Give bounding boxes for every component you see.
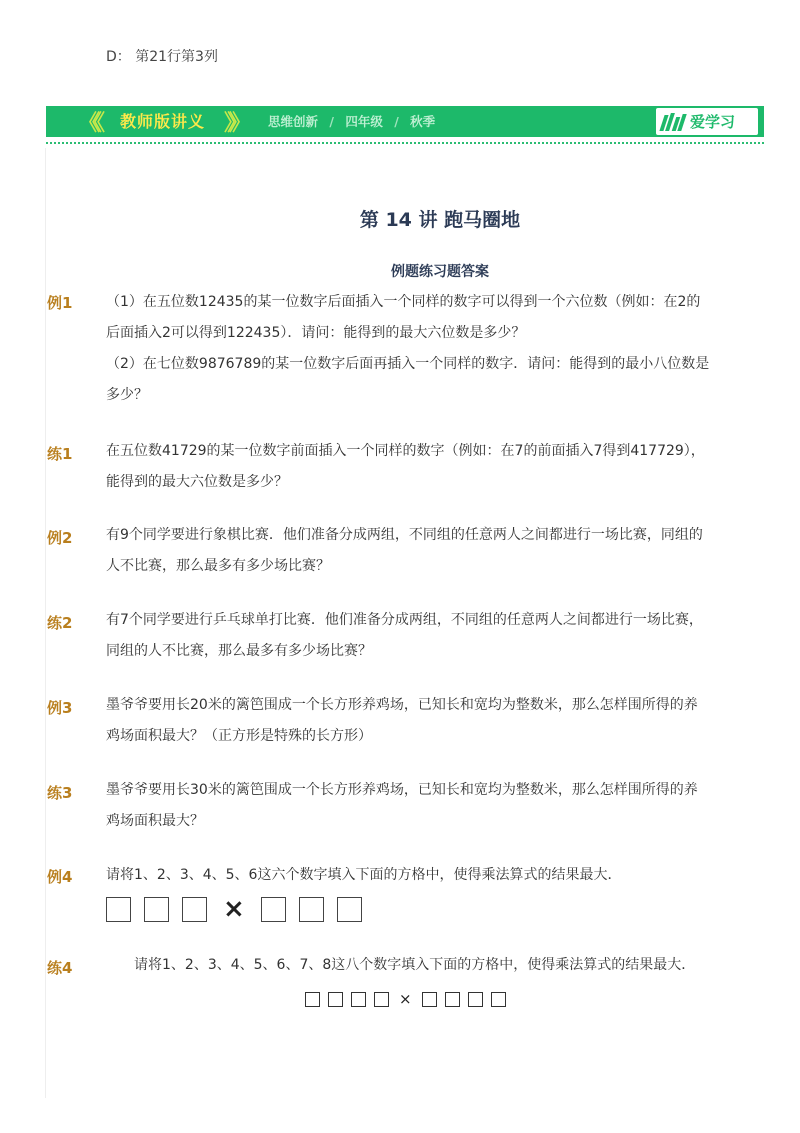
question-line: 鸡场面积最大？（正方形是特殊的长方形） [106,728,372,744]
chevron-left-icon: 《《 [78,111,100,136]
question-line: 在五位数41729的某一位数字前面插入一个同样的数字（例如：在7的前面插入7得到417729）， [106,443,705,459]
question-text [106,287,720,411]
brand-logo [656,108,758,135]
question-tag: 练3 [47,784,73,802]
teacher-edition-label: 教师版讲义 [120,112,206,131]
multiply-sign: × [223,894,245,924]
answer-box[interactable] [445,992,460,1007]
chevron-right-icon: 》》 [224,111,246,136]
answer-box[interactable] [261,897,286,922]
question-line: 请将1、2、3、4、5、6、7、8这八个数字填入下面的方格中，使得乘法算式的结果最大． [134,957,696,973]
question-line: （2）在七位数9876789的某一位数字后面再插入一个同样的数字．请问：能得到的最小八位数是 [106,356,710,372]
banner-separator: / [394,114,399,129]
answer-box[interactable] [351,992,366,1007]
brand-name: 爱学习 [690,113,736,131]
question-line: 多少？ [106,387,148,403]
lesson-title: 第 14 讲 跑马圈地 [359,209,521,231]
multiplication-boxes-3x3 [106,896,375,922]
question-tag: 练1 [47,445,73,463]
banner-separator: / [329,114,334,129]
banner-subject: 思维创新 [268,114,319,129]
answer-box[interactable] [328,992,343,1007]
answer-box[interactable] [468,992,483,1007]
banner-season: 秋季 [410,114,436,129]
question-text [106,605,720,667]
banner-meta [268,106,435,137]
question-line: 请将1、2、3、4、5、6这六个数字填入下面的方格中，使得乘法算式的结果最大． [106,867,622,883]
question-tag: 练2 [47,614,73,632]
answer-box[interactable] [491,992,506,1007]
question-line: 人不比赛，那么最多有多少场比赛？ [106,558,330,574]
question-text [134,950,734,981]
answer-box[interactable] [305,992,320,1007]
question-line: （1）在五位数12435的某一位数字后面插入一个同样的数字可以得到一个六位数（例如：在2的 [106,294,701,310]
question-line: 有7个同学要进行乒乓球单打比赛．他们准备分成两组，不同组的任意两人之间都进行一场比赛， [106,612,703,628]
left-margin-line [45,148,46,1098]
brand-mark-icon [662,113,686,131]
question-text [106,520,720,582]
question-text [106,775,720,837]
answer-box[interactable] [182,897,207,922]
multiply-sign: × [399,990,412,1008]
section-title: 例题练习题答案 [391,264,489,280]
header-dotted-divider [46,142,764,144]
answer-box[interactable] [374,992,389,1007]
question-tag: 练4 [47,959,73,977]
answer-box[interactable] [106,897,131,922]
multiplication-boxes-4x4 [305,990,514,1008]
question-line: 墨爷爷要用长30米的篱笆围成一个长方形养鸡场，已知长和宽均为整数米，那么怎样围所得的养 [106,782,698,798]
answer-box[interactable] [422,992,437,1007]
question-tag: 例4 [47,868,73,886]
question-line: 同组的人不比赛，那么最多有多少场比赛？ [106,643,372,659]
question-line: 后面插入2可以得到122435）．请问：能得到的最大六位数是多少？ [106,325,526,341]
banner-grade: 四年级 [345,114,383,129]
header-banner [46,106,764,137]
question-line: 能得到的最大六位数是多少？ [106,474,288,490]
question-tag: 例2 [47,529,73,547]
question-text [106,690,720,752]
answer-box[interactable] [144,897,169,922]
question-line: 有9个同学要进行象棋比赛．他们准备分成两组，不同组的任意两人之间都进行一场比赛，同组的 [106,527,703,543]
question-line: 鸡场面积最大？ [106,813,204,829]
question-text [106,860,720,891]
question-line: 墨爷爷要用长20米的篱笆围成一个长方形养鸡场，已知长和宽均为整数米，那么怎样围所得的养 [106,697,698,713]
answer-box[interactable] [337,897,362,922]
question-tag: 例3 [47,699,73,717]
question-tag: 例1 [47,294,73,312]
top-answer-note: D： 第21行第3列 [106,49,218,65]
question-text [106,436,720,498]
answer-box[interactable] [299,897,324,922]
